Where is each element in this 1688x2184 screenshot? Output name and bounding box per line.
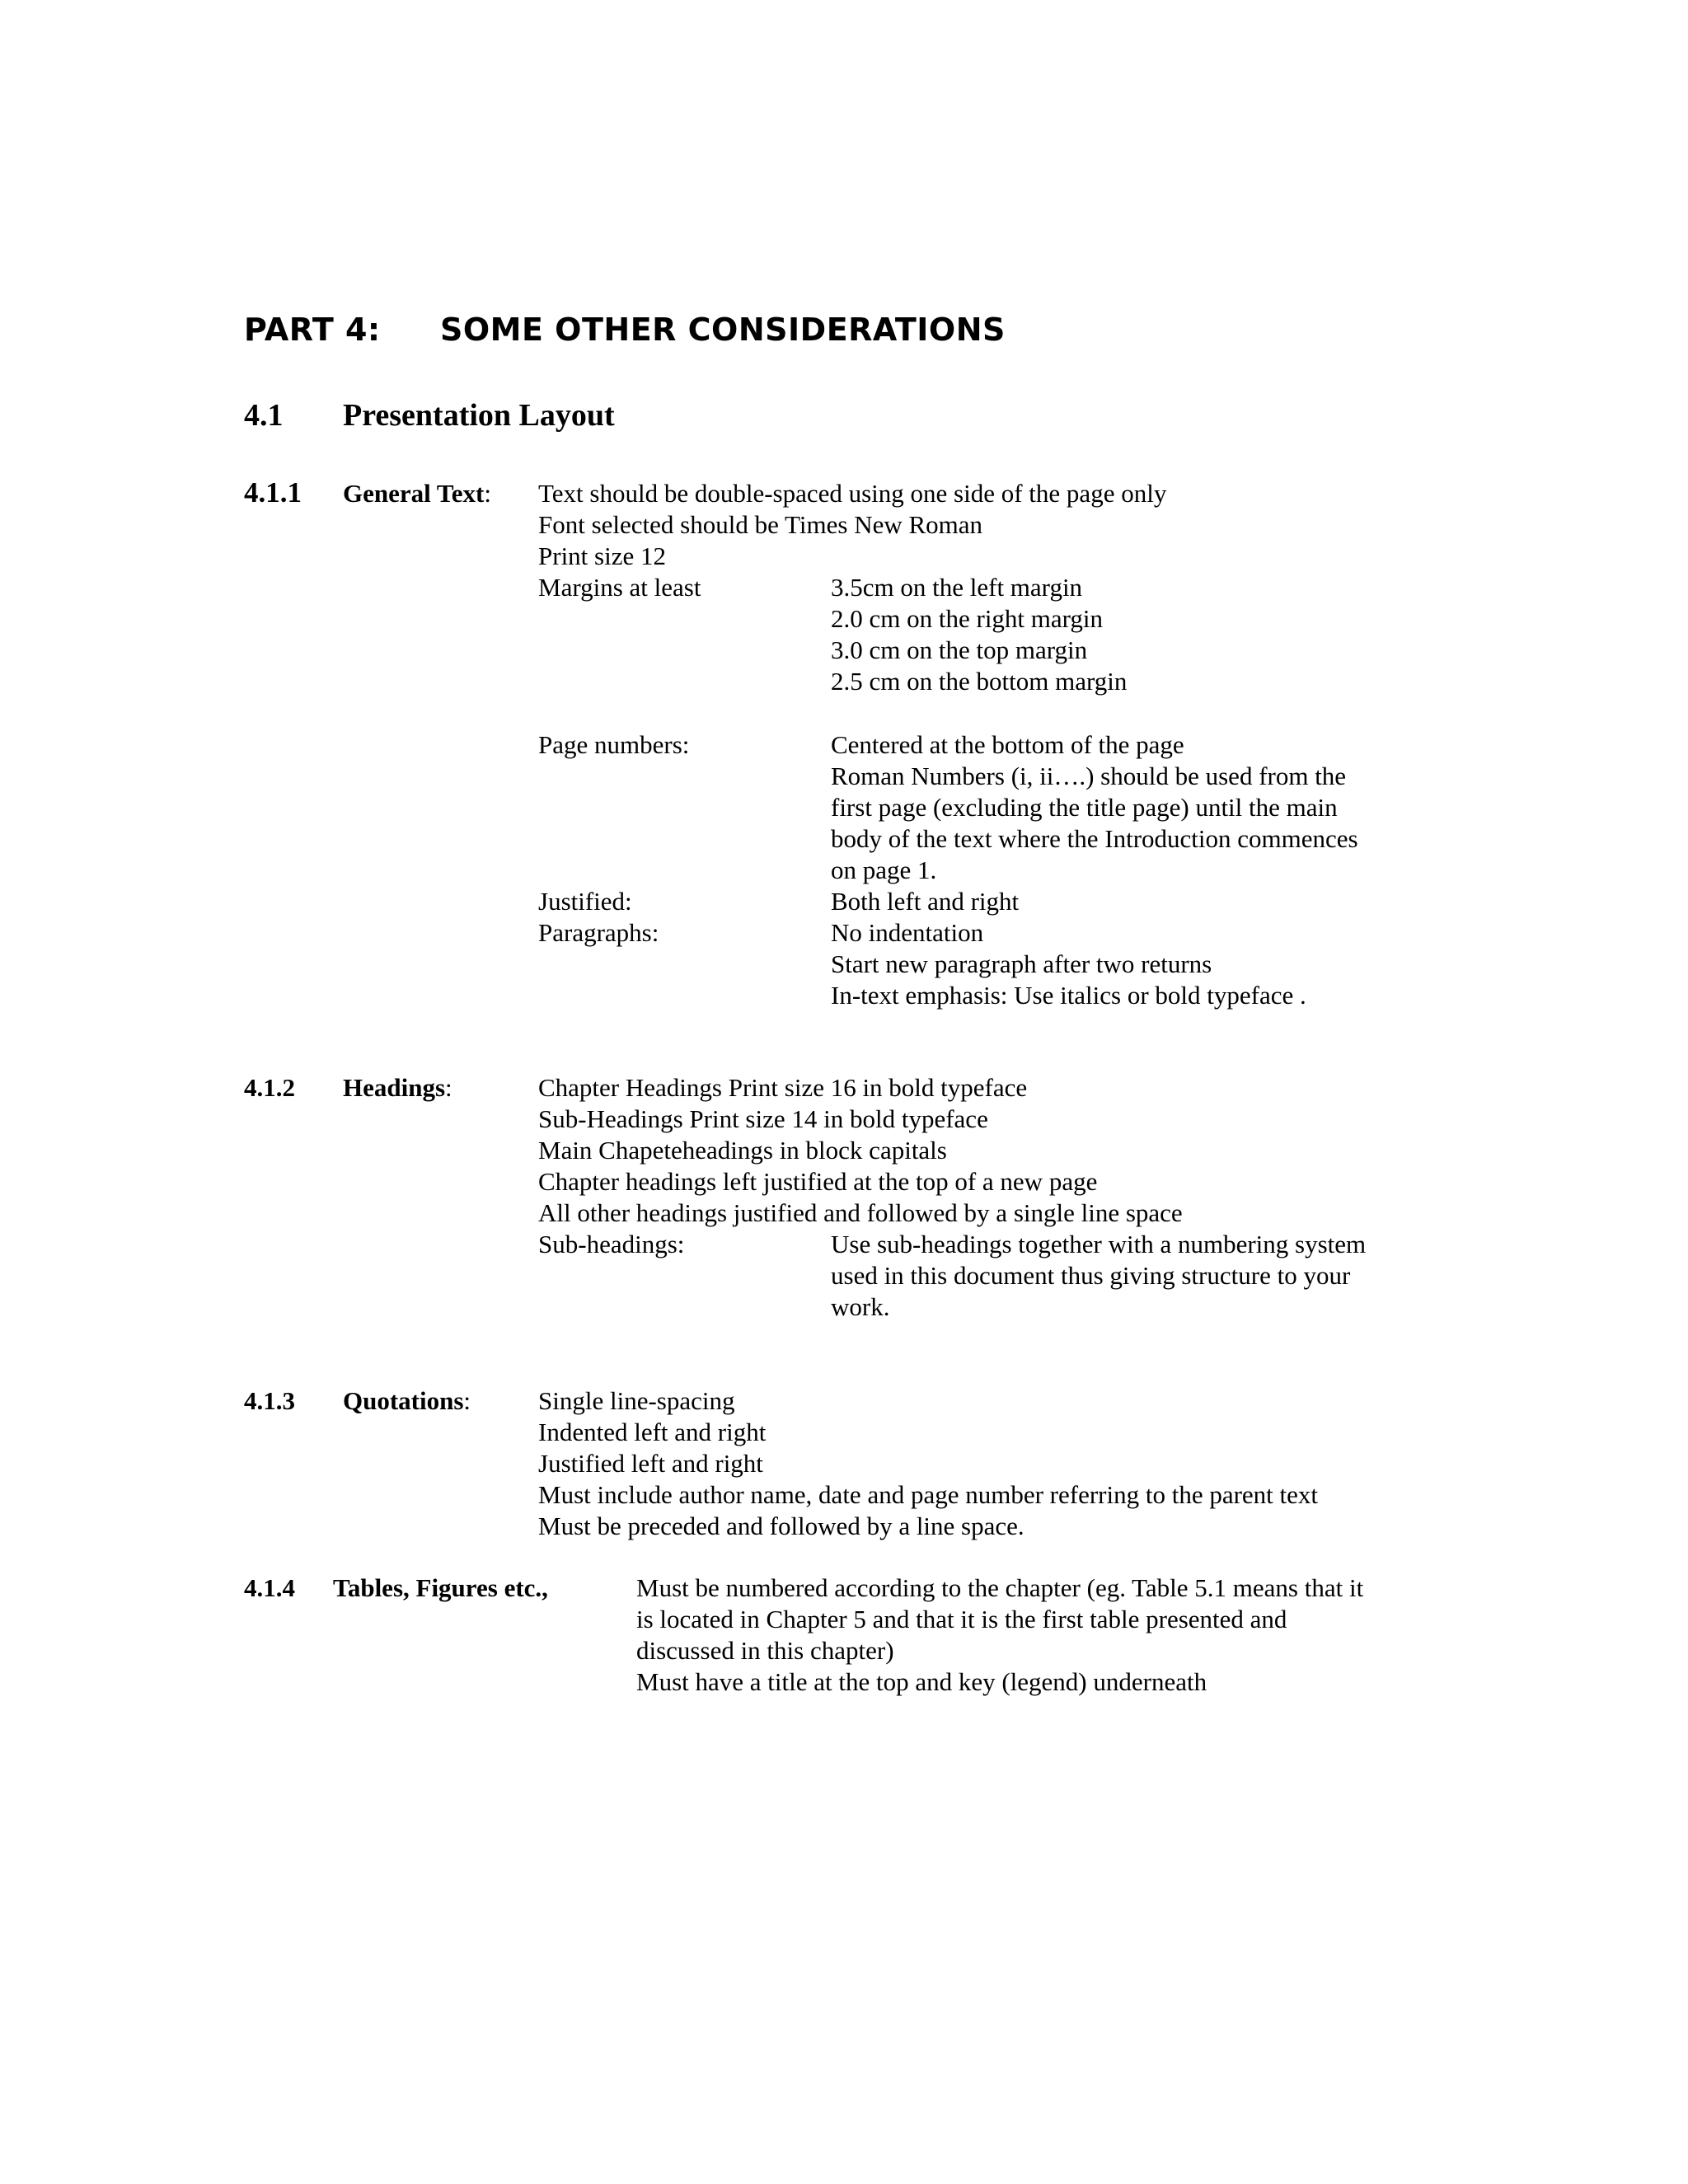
margin-item: 3.0 cm on the top margin [831, 635, 1088, 664]
margin-item: 3.5cm on the left margin [831, 573, 1083, 602]
subheadings-line: work. [831, 1292, 890, 1321]
headings-number: 4.1.2 [244, 1073, 295, 1102]
margin-item: 2.5 cm on the bottom margin [831, 667, 1128, 696]
page-numbers-line: Roman Numbers (i, ii….) should be used from the [831, 762, 1347, 790]
section-title: Presentation Layout [343, 398, 615, 433]
tables-line: discussed in this chapter) [636, 1636, 894, 1665]
tables-number: 4.1.4 [244, 1573, 295, 1602]
headings-line: Chapter Headings Print size 16 in bold typeface [538, 1073, 1028, 1102]
general-text-number: 4.1.1 [244, 476, 302, 509]
general-text-label: General Text: [343, 479, 491, 508]
tables-label: Tables, Figures etc., [333, 1573, 548, 1602]
quotations-line: Must include author name, date and page number referring to the parent text [538, 1480, 1319, 1509]
paragraphs-line: Start new paragraph after two returns [831, 949, 1212, 978]
paragraphs-line: In-text emphasis: Use italics or bold typeface . [831, 981, 1306, 1010]
margins-label: Margins at least [538, 573, 701, 602]
page-numbers-line: body of the text where the Introduction commences [831, 824, 1358, 853]
headings-label: Headings: [343, 1073, 452, 1102]
section-number: 4.1 [244, 398, 284, 433]
page-numbers-label: Page numbers: [538, 730, 690, 759]
tables-line: is located in Chapter 5 and that it is the first table presented and [636, 1605, 1287, 1633]
subheadings-line: Use sub-headings together with a numbering system [831, 1230, 1367, 1258]
page-numbers-line: Centered at the bottom of the page [831, 730, 1184, 759]
part-number: PART 4: [244, 312, 381, 348]
general-text-line: Font selected should be Times New Roman [538, 510, 983, 539]
quotations-line: Indented left and right [538, 1418, 767, 1446]
quotations-line: Must be preceded and followed by a line space. [538, 1511, 1025, 1540]
subheadings-label: Sub-headings: [538, 1230, 685, 1258]
tables-line: Must be numbered according to the chapter (eg. Table 5.1 means that it [636, 1573, 1364, 1602]
general-text-line: Text should be double-spaced using one side of the page only [538, 479, 1167, 508]
general-text-line: Print size 12 [538, 541, 666, 570]
justified-value: Both left and right [831, 887, 1020, 916]
quotations-line: Justified left and right [538, 1449, 763, 1478]
paragraphs-label: Paragraphs: [538, 918, 659, 947]
subheadings-line: used in this document thus giving structure to your [831, 1261, 1351, 1290]
quotations-label: Quotations: [343, 1386, 471, 1415]
quotations-number: 4.1.3 [244, 1386, 295, 1415]
page-numbers-line: first page (excluding the title page) until the main [831, 793, 1338, 822]
paragraphs-line: No indentation [831, 918, 984, 947]
quotations-line: Single line-spacing [538, 1386, 735, 1415]
headings-line: All other headings justified and followed by a single line space [538, 1198, 1183, 1227]
page-numbers-line: on page 1. [831, 855, 937, 884]
part-title: SOME OTHER CONSIDERATIONS [440, 312, 1006, 348]
justified-label: Justified: [538, 887, 632, 916]
headings-line: Main Chapeteheadings in block capitals [538, 1136, 947, 1165]
tables-line: Must have a title at the top and key (legend) underneath [636, 1667, 1207, 1696]
headings-line: Chapter headings left justified at the top of a new page [538, 1167, 1098, 1196]
margin-item: 2.0 cm on the right margin [831, 604, 1104, 633]
headings-line: Sub-Headings Print size 14 in bold typeface [538, 1104, 988, 1133]
